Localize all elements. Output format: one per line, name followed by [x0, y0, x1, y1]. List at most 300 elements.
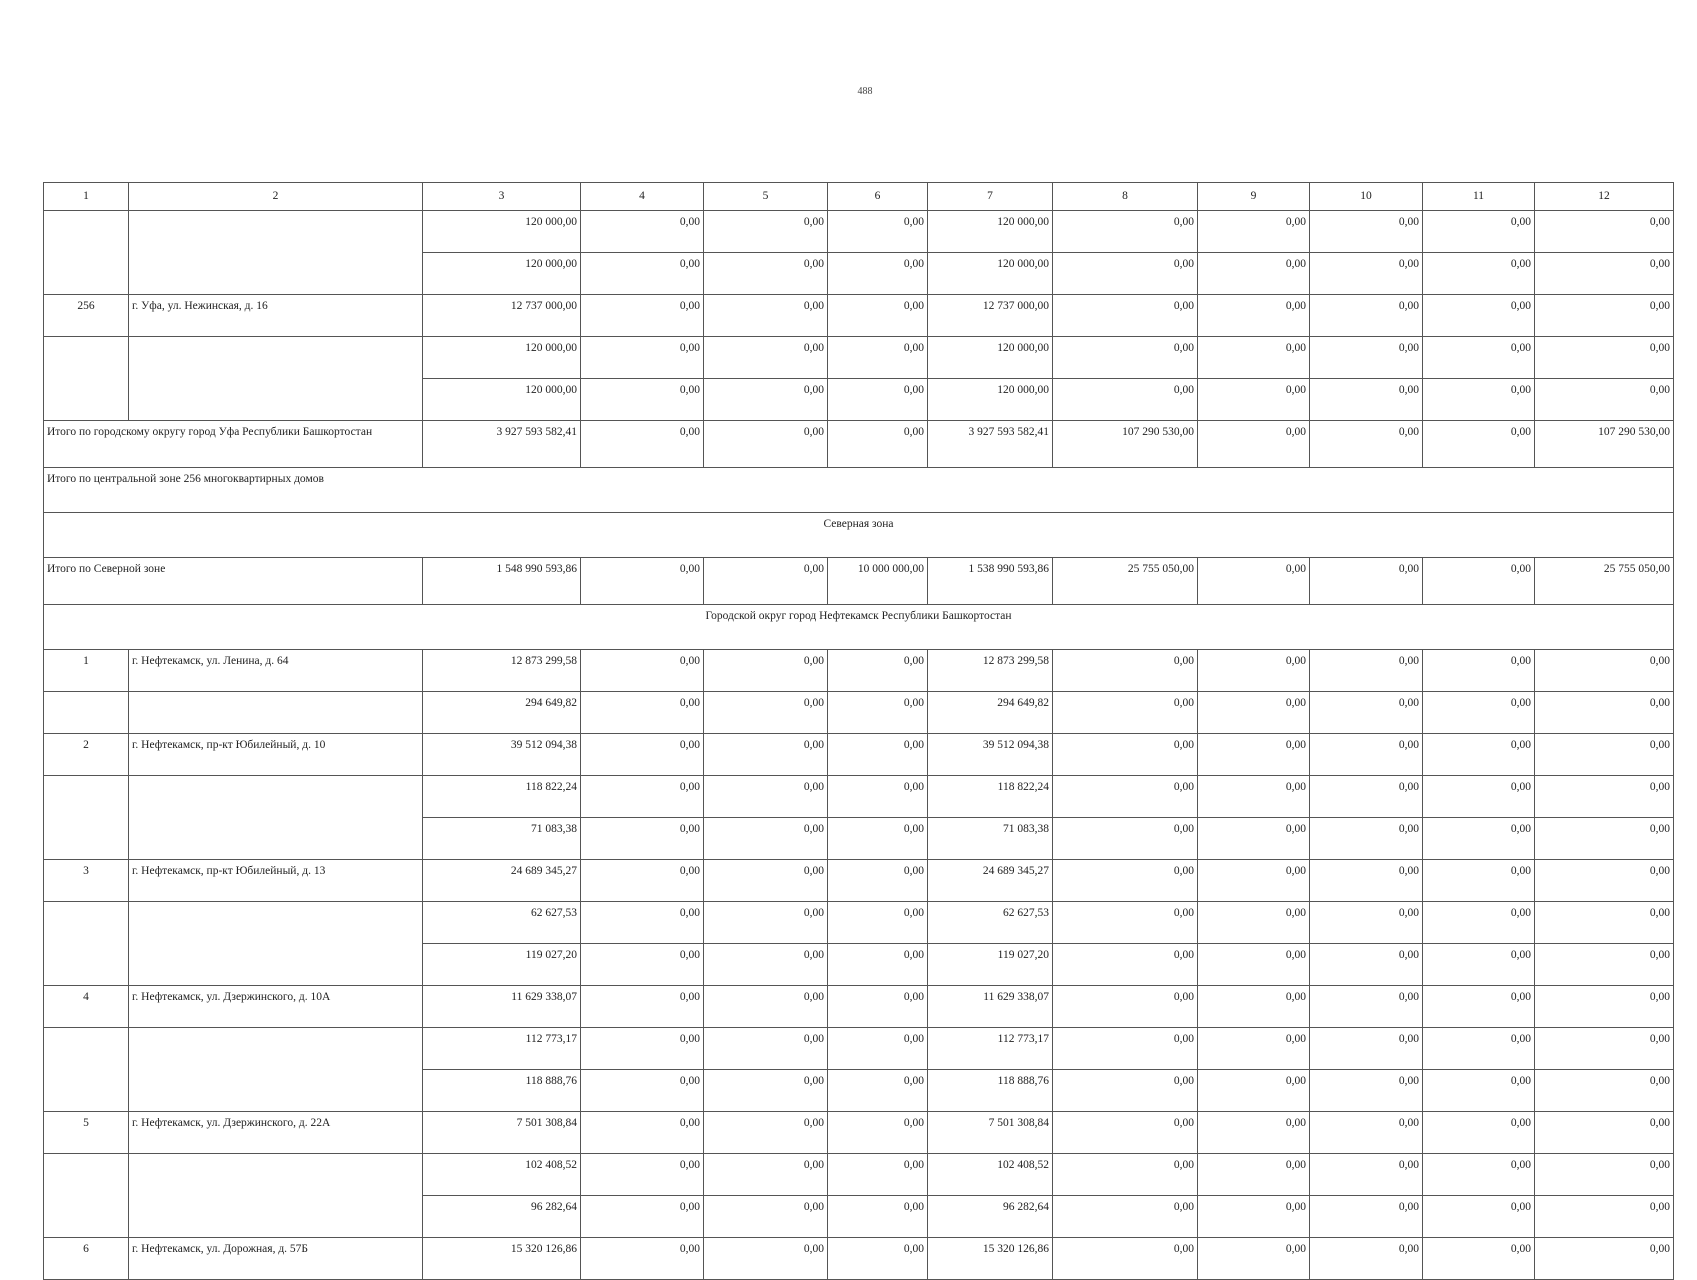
row-number: 5 [44, 1112, 129, 1154]
column-header: 5 [704, 183, 828, 211]
value-cell: 0,00 [1535, 379, 1674, 421]
empty-cell [44, 944, 129, 986]
value-cell: 120 000,00 [928, 211, 1053, 253]
value-cell: 7 501 308,84 [423, 1112, 581, 1154]
value-cell: 0,00 [704, 986, 828, 1028]
value-cell: 0,00 [1198, 986, 1310, 1028]
empty-cell [44, 692, 129, 734]
value-cell: 71 083,38 [928, 818, 1053, 860]
value-cell: 0,00 [1423, 1154, 1535, 1196]
section-header: Северная зона [44, 513, 1674, 558]
table-row [44, 860, 1674, 902]
value-cell: 0,00 [1423, 1196, 1535, 1238]
value-cell: 0,00 [1310, 253, 1423, 295]
column-header: 4 [581, 183, 704, 211]
value-cell: 120 000,00 [928, 337, 1053, 379]
value-cell: 0,00 [828, 986, 928, 1028]
column-header: 1 [44, 183, 129, 211]
value-cell: 0,00 [704, 1196, 828, 1238]
value-cell: 0,00 [581, 902, 704, 944]
table-row [44, 558, 1674, 605]
value-cell: 118 888,76 [423, 1070, 581, 1112]
value-cell: 10 000 000,00 [828, 558, 928, 605]
empty-cell [129, 337, 423, 379]
value-cell: 0,00 [581, 337, 704, 379]
value-cell: 0,00 [1310, 650, 1423, 692]
value-cell: 0,00 [581, 650, 704, 692]
address-cell: г. Уфа, ул. Нежинская, д. 16 [129, 295, 423, 337]
empty-cell [129, 1154, 423, 1196]
value-cell: 0,00 [828, 776, 928, 818]
value-cell: 120 000,00 [423, 211, 581, 253]
value-cell: 15 320 126,86 [423, 1238, 581, 1280]
value-cell: 0,00 [1310, 902, 1423, 944]
value-cell: 0,00 [1198, 1028, 1310, 1070]
value-cell: 0,00 [828, 818, 928, 860]
value-cell: 0,00 [704, 902, 828, 944]
value-cell: 0,00 [1423, 295, 1535, 337]
value-cell: 0,00 [581, 692, 704, 734]
value-cell: 0,00 [1198, 1196, 1310, 1238]
value-cell: 112 773,17 [928, 1028, 1053, 1070]
value-cell: 0,00 [1423, 692, 1535, 734]
value-cell: 0,00 [581, 734, 704, 776]
table-row [44, 1238, 1674, 1280]
empty-cell [129, 253, 423, 295]
value-cell: 0,00 [581, 860, 704, 902]
value-cell: 0,00 [1198, 734, 1310, 776]
value-cell: 1 548 990 593,86 [423, 558, 581, 605]
empty-cell [129, 379, 423, 421]
table-row [44, 295, 1674, 337]
table-row [44, 818, 1674, 860]
value-cell: 0,00 [1310, 295, 1423, 337]
value-cell: 0,00 [1053, 776, 1198, 818]
table-row [44, 692, 1674, 734]
value-cell: 0,00 [581, 1028, 704, 1070]
value-cell: 0,00 [1423, 379, 1535, 421]
program-table [43, 182, 1674, 1280]
value-cell: 0,00 [1423, 734, 1535, 776]
value-cell: 119 027,20 [423, 944, 581, 986]
value-cell: 0,00 [704, 211, 828, 253]
value-cell: 0,00 [828, 337, 928, 379]
value-cell: 0,00 [1310, 1238, 1423, 1280]
column-header: 6 [828, 183, 928, 211]
value-cell: 0,00 [704, 734, 828, 776]
table-row [44, 776, 1674, 818]
table-row [44, 1154, 1674, 1196]
value-cell: 12 873 299,58 [928, 650, 1053, 692]
value-cell: 0,00 [828, 211, 928, 253]
column-header: 3 [423, 183, 581, 211]
empty-cell [129, 902, 423, 944]
value-cell: 0,00 [1198, 860, 1310, 902]
value-cell: 39 512 094,38 [928, 734, 1053, 776]
value-cell: 0,00 [1423, 1238, 1535, 1280]
value-cell: 102 408,52 [423, 1154, 581, 1196]
value-cell: 0,00 [704, 692, 828, 734]
value-cell: 0,00 [1535, 1154, 1674, 1196]
value-cell: 0,00 [1535, 986, 1674, 1028]
value-cell: 0,00 [581, 379, 704, 421]
value-cell: 0,00 [704, 818, 828, 860]
value-cell: 0,00 [1310, 818, 1423, 860]
value-cell: 0,00 [1310, 421, 1423, 468]
table-row [44, 379, 1674, 421]
empty-cell [129, 818, 423, 860]
value-cell: 0,00 [1053, 818, 1198, 860]
value-cell: 0,00 [704, 558, 828, 605]
value-cell: 0,00 [1310, 860, 1423, 902]
value-cell: 0,00 [1423, 776, 1535, 818]
value-cell: 0,00 [1198, 211, 1310, 253]
address-cell: г. Нефтекамск, ул. Дзержинского, д. 10А [129, 986, 423, 1028]
value-cell: 0,00 [704, 944, 828, 986]
value-cell: 0,00 [1198, 1070, 1310, 1112]
total-label: Итого по городскому округу город Уфа Республики Башкортостан [44, 421, 423, 468]
value-cell: 0,00 [1053, 860, 1198, 902]
empty-cell [44, 776, 129, 818]
value-cell: 0,00 [1198, 379, 1310, 421]
value-cell: 0,00 [581, 1154, 704, 1196]
value-cell: 0,00 [581, 776, 704, 818]
value-cell: 12 737 000,00 [423, 295, 581, 337]
column-header: 7 [928, 183, 1053, 211]
value-cell: 96 282,64 [423, 1196, 581, 1238]
value-cell: 0,00 [1535, 818, 1674, 860]
value-cell: 0,00 [1535, 253, 1674, 295]
value-cell: 0,00 [1198, 776, 1310, 818]
value-cell: 0,00 [1310, 1154, 1423, 1196]
value-cell: 0,00 [1310, 1112, 1423, 1154]
value-cell: 0,00 [828, 944, 928, 986]
value-cell: 3 927 593 582,41 [423, 421, 581, 468]
value-cell: 0,00 [581, 295, 704, 337]
value-cell: 0,00 [1053, 692, 1198, 734]
value-cell: 0,00 [1535, 860, 1674, 902]
value-cell: 0,00 [1310, 211, 1423, 253]
value-cell: 0,00 [581, 558, 704, 605]
value-cell: 0,00 [1535, 1070, 1674, 1112]
value-cell: 0,00 [1423, 211, 1535, 253]
table-row [44, 337, 1674, 379]
value-cell: 0,00 [1535, 1112, 1674, 1154]
value-cell: 118 822,24 [423, 776, 581, 818]
value-cell: 119 027,20 [928, 944, 1053, 986]
value-cell: 0,00 [1198, 650, 1310, 692]
value-cell: 0,00 [1198, 944, 1310, 986]
value-cell: 0,00 [828, 1196, 928, 1238]
value-cell: 0,00 [581, 1070, 704, 1112]
table-row [44, 468, 1674, 513]
value-cell: 0,00 [828, 860, 928, 902]
value-cell: 0,00 [1053, 650, 1198, 692]
value-cell: 0,00 [1535, 337, 1674, 379]
value-cell: 0,00 [1198, 337, 1310, 379]
value-cell: 11 629 338,07 [423, 986, 581, 1028]
value-cell: 0,00 [1535, 944, 1674, 986]
table-row [44, 421, 1674, 468]
value-cell: 0,00 [828, 379, 928, 421]
value-cell: 0,00 [1053, 1112, 1198, 1154]
value-cell: 62 627,53 [928, 902, 1053, 944]
value-cell: 0,00 [1198, 692, 1310, 734]
value-cell: 3 927 593 582,41 [928, 421, 1053, 468]
row-number: 256 [44, 295, 129, 337]
value-cell: 0,00 [1310, 986, 1423, 1028]
value-cell: 0,00 [1053, 1028, 1198, 1070]
value-cell: 0,00 [828, 650, 928, 692]
value-cell: 0,00 [581, 1238, 704, 1280]
row-number: 1 [44, 650, 129, 692]
value-cell: 0,00 [1423, 337, 1535, 379]
value-cell: 0,00 [1535, 776, 1674, 818]
value-cell: 0,00 [581, 986, 704, 1028]
empty-cell [129, 776, 423, 818]
empty-cell [129, 211, 423, 253]
table-body [44, 183, 1674, 1280]
value-cell: 0,00 [1423, 1028, 1535, 1070]
value-cell: 11 629 338,07 [928, 986, 1053, 1028]
value-cell: 0,00 [1423, 421, 1535, 468]
empty-cell [44, 337, 129, 379]
value-cell: 0,00 [704, 1112, 828, 1154]
value-cell: 0,00 [1310, 379, 1423, 421]
value-cell: 0,00 [704, 379, 828, 421]
header-row [44, 183, 1674, 211]
value-cell: 0,00 [581, 1196, 704, 1238]
value-cell: 0,00 [1053, 986, 1198, 1028]
value-cell: 0,00 [1310, 337, 1423, 379]
value-cell: 0,00 [1423, 944, 1535, 986]
value-cell: 120 000,00 [928, 379, 1053, 421]
value-cell: 0,00 [828, 1070, 928, 1112]
value-cell: 62 627,53 [423, 902, 581, 944]
table-row [44, 944, 1674, 986]
row-number: 6 [44, 1238, 129, 1280]
value-cell: 120 000,00 [423, 337, 581, 379]
value-cell: 96 282,64 [928, 1196, 1053, 1238]
value-cell: 0,00 [1198, 902, 1310, 944]
value-cell: 0,00 [1423, 650, 1535, 692]
value-cell: 0,00 [581, 818, 704, 860]
page-number: 488 [857, 86, 873, 97]
value-cell: 0,00 [1198, 253, 1310, 295]
empty-cell [44, 1028, 129, 1070]
value-cell: 0,00 [1053, 211, 1198, 253]
value-cell: 0,00 [704, 1070, 828, 1112]
value-cell: 0,00 [704, 860, 828, 902]
value-cell: 0,00 [1423, 860, 1535, 902]
table-row [44, 1196, 1674, 1238]
value-cell: 1 538 990 593,86 [928, 558, 1053, 605]
table-row [44, 1112, 1674, 1154]
empty-cell [44, 379, 129, 421]
column-header: 11 [1423, 183, 1535, 211]
value-cell: 0,00 [1198, 421, 1310, 468]
empty-cell [44, 1196, 129, 1238]
value-cell: 71 083,38 [423, 818, 581, 860]
value-cell: 0,00 [1198, 1112, 1310, 1154]
value-cell: 0,00 [1535, 1238, 1674, 1280]
row-number: 4 [44, 986, 129, 1028]
empty-cell [129, 692, 423, 734]
value-cell: 12 873 299,58 [423, 650, 581, 692]
empty-cell [44, 818, 129, 860]
value-cell: 0,00 [1423, 253, 1535, 295]
value-cell: 0,00 [704, 253, 828, 295]
total-label: Итого по Северной зоне [44, 558, 423, 605]
table-row [44, 513, 1674, 558]
value-cell: 0,00 [581, 944, 704, 986]
value-cell: 120 000,00 [423, 253, 581, 295]
value-cell: 0,00 [581, 421, 704, 468]
section-header: Городской округ город Нефтекамск Республики Башкортостан [44, 605, 1674, 650]
value-cell: 0,00 [1535, 295, 1674, 337]
row-number: 3 [44, 860, 129, 902]
table-row [44, 986, 1674, 1028]
value-cell: 120 000,00 [928, 253, 1053, 295]
address-cell: г. Нефтекамск, ул. Дорожная, д. 57Б [129, 1238, 423, 1280]
value-cell: 0,00 [1535, 902, 1674, 944]
value-cell: 0,00 [1053, 1154, 1198, 1196]
table-row [44, 1028, 1674, 1070]
value-cell: 0,00 [704, 421, 828, 468]
value-cell: 0,00 [1198, 558, 1310, 605]
value-cell: 0,00 [828, 1028, 928, 1070]
empty-cell [129, 1028, 423, 1070]
value-cell: 0,00 [1310, 558, 1423, 605]
value-cell: 0,00 [1053, 1070, 1198, 1112]
value-cell: 0,00 [1423, 986, 1535, 1028]
value-cell: 0,00 [1198, 1238, 1310, 1280]
address-cell: г. Нефтекамск, пр-кт Юбилейный, д. 13 [129, 860, 423, 902]
value-cell: 0,00 [828, 902, 928, 944]
value-cell: 0,00 [704, 1154, 828, 1196]
value-cell: 0,00 [1053, 1196, 1198, 1238]
value-cell: 0,00 [828, 1154, 928, 1196]
value-cell: 0,00 [1310, 1028, 1423, 1070]
empty-cell [44, 253, 129, 295]
value-cell: 0,00 [828, 1238, 928, 1280]
value-cell: 7 501 308,84 [928, 1112, 1053, 1154]
empty-cell [44, 211, 129, 253]
value-cell: 0,00 [1053, 253, 1198, 295]
value-cell: 0,00 [1535, 692, 1674, 734]
value-cell: 0,00 [828, 734, 928, 776]
value-cell: 0,00 [1423, 1070, 1535, 1112]
empty-cell [44, 1154, 129, 1196]
value-cell: 0,00 [1053, 295, 1198, 337]
value-cell: 0,00 [581, 1112, 704, 1154]
value-cell: 0,00 [704, 650, 828, 692]
address-cell: г. Нефтекамск, пр-кт Юбилейный, д. 10 [129, 734, 423, 776]
address-cell: г. Нефтекамск, ул. Дзержинского, д. 22А [129, 1112, 423, 1154]
empty-cell [129, 944, 423, 986]
value-cell: 0,00 [1310, 734, 1423, 776]
value-cell: 0,00 [1423, 902, 1535, 944]
value-cell: 0,00 [1310, 776, 1423, 818]
value-cell: 0,00 [704, 1028, 828, 1070]
value-cell: 0,00 [828, 421, 928, 468]
column-header: 10 [1310, 183, 1423, 211]
address-cell: г. Нефтекамск, ул. Ленина, д. 64 [129, 650, 423, 692]
column-header: 2 [129, 183, 423, 211]
value-cell: 0,00 [1053, 944, 1198, 986]
value-cell: 0,00 [1198, 1154, 1310, 1196]
value-cell: 25 755 050,00 [1053, 558, 1198, 605]
value-cell: 0,00 [1053, 379, 1198, 421]
row-number: 2 [44, 734, 129, 776]
value-cell: 294 649,82 [423, 692, 581, 734]
value-cell: 0,00 [1310, 944, 1423, 986]
table-row [44, 902, 1674, 944]
value-cell: 24 689 345,27 [423, 860, 581, 902]
value-cell: 0,00 [1535, 211, 1674, 253]
column-header: 12 [1535, 183, 1674, 211]
empty-cell [44, 1070, 129, 1112]
value-cell: 0,00 [1053, 1238, 1198, 1280]
value-cell: 107 290 530,00 [1535, 421, 1674, 468]
column-header: 9 [1198, 183, 1310, 211]
value-cell: 0,00 [1535, 650, 1674, 692]
value-cell: 0,00 [1053, 337, 1198, 379]
column-header: 8 [1053, 183, 1198, 211]
value-cell: 0,00 [581, 211, 704, 253]
value-cell: 0,00 [828, 1112, 928, 1154]
table-row [44, 211, 1674, 253]
value-cell: 107 290 530,00 [1053, 421, 1198, 468]
value-cell: 39 512 094,38 [423, 734, 581, 776]
value-cell: 25 755 050,00 [1535, 558, 1674, 605]
table-row [44, 1070, 1674, 1112]
value-cell: 120 000,00 [423, 379, 581, 421]
value-cell: 0,00 [1423, 818, 1535, 860]
value-cell: 0,00 [704, 776, 828, 818]
value-cell: 0,00 [1535, 734, 1674, 776]
zone-total-note: Итого по центральной зоне 256 многоквартирных домов [44, 468, 1674, 513]
empty-cell [44, 902, 129, 944]
value-cell: 0,00 [704, 1238, 828, 1280]
value-cell: 102 408,52 [928, 1154, 1053, 1196]
value-cell: 0,00 [1535, 1196, 1674, 1238]
value-cell: 0,00 [704, 295, 828, 337]
value-cell: 0,00 [1053, 902, 1198, 944]
value-cell: 0,00 [1423, 558, 1535, 605]
value-cell: 118 888,76 [928, 1070, 1053, 1112]
value-cell: 294 649,82 [928, 692, 1053, 734]
value-cell: 0,00 [581, 253, 704, 295]
value-cell: 0,00 [1423, 1112, 1535, 1154]
value-cell: 112 773,17 [423, 1028, 581, 1070]
table-row [44, 734, 1674, 776]
table-row [44, 605, 1674, 650]
value-cell: 0,00 [1198, 295, 1310, 337]
value-cell: 0,00 [828, 692, 928, 734]
table-row [44, 253, 1674, 295]
value-cell: 0,00 [704, 337, 828, 379]
value-cell: 0,00 [828, 253, 928, 295]
value-cell: 0,00 [1310, 1196, 1423, 1238]
value-cell: 12 737 000,00 [928, 295, 1053, 337]
value-cell: 118 822,24 [928, 776, 1053, 818]
empty-cell [129, 1070, 423, 1112]
value-cell: 0,00 [828, 295, 928, 337]
value-cell: 15 320 126,86 [928, 1238, 1053, 1280]
value-cell: 0,00 [1198, 818, 1310, 860]
table-row [44, 650, 1674, 692]
